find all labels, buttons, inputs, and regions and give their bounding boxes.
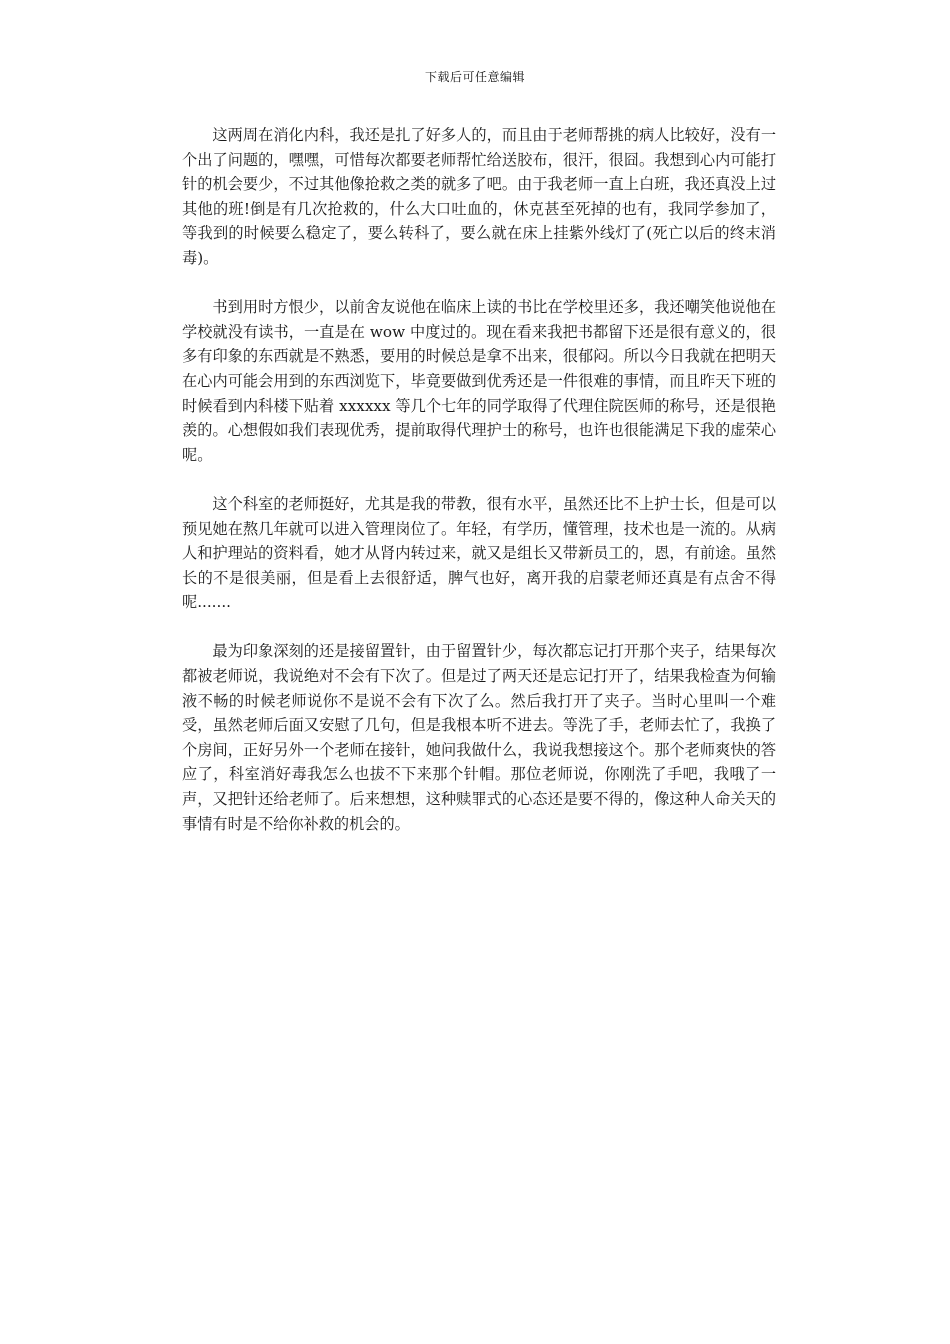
- paragraph: 这个科室的老师挺好，尤其是我的带教，很有水平，虽然还比不上护士长，但是可以预见她在熬几年就可以进入管理岗位了。年轻，有学历，懂管理，技术也是一流的。从病人和护理站的资料看，她才从肾内转过来，就又是组长又带新员工的，恩，有前途。虽然长的不是很美丽，但是看上去很舒适，脾气也好，离开我的启蒙老师还真是有点舍不得呢.......: [182, 494, 776, 612]
- paragraph: 书到用时方恨少，以前舍友说他在临床上读的书比在学校里还多，我还嘲笑他说他在学校就没有读书，一直是在 wow 中度过的。现在看来我把书都留下还是很有意义的，很多有印象的东西就是不熟悉，要用的时候总是拿不出来，很郁闷。所以今日我就在把明天在心内可能会用到的东西浏览下，毕竟要做到优秀还是一件很难的事情，而且昨天下班的时候看到内科楼下贴着 xxxxxx 等几个七年的同学取得了代理住院医师的称号，还是很艳羡的。心想假如我们表现优秀，提前取得代理护士的称号，也许也很能满足下我的虚荣心呢。: [182, 298, 776, 464]
- document-body: [182, 123, 776, 861]
- paragraph: 最为印象深刻的还是接留置针，由于留置针少，每次都忘记打开那个夹子，结果每次都被老师说，我说绝对不会有下次了。但是过了两天还是忘记打开了，结果我检查为何输液不畅的时候老师说你不是说不会有下次了么。然后我打开了夹子。当时心里叫一个难受，虽然老师后面又安慰了几句，但是我根本听不进去。等洗了手，老师去忙了，我换了个房间，正好另外一个老师在接针，她问我做什么，我说我想接这个。那个老师爽快的答应了，科室消好毒我怎么也拔不下来那个针帽。那位老师说，你刚洗了手吧，我哦了一声，又把针还给老师了。后来想想，这种赎罪式的心态还是要不得的，像这种人命关天的事情有时是不给你补救的机会的。: [182, 642, 776, 833]
- page-header: 下载后可任意编辑: [424, 70, 525, 84]
- paragraph: 这两周在消化内科，我还是扎了好多人的，而且由于老师帮挑的病人比较好，没有一个出了问题的，嘿嘿，可惜每次都要老师帮忙给送胶布，很汗，很囧。我想到心内可能打针的机会要少，不过其他像抢救之类的就多了吧。由于我老师一直上白班，我还真没上过其他的班!倒是有几次抢救的，什么大口吐血的，休克甚至死掉的也有，我同学参加了，等我到的时候要么稳定了，要么转科了，要么就在床上挂紫外线灯了(死亡以后的终末消毒)。: [182, 126, 776, 267]
